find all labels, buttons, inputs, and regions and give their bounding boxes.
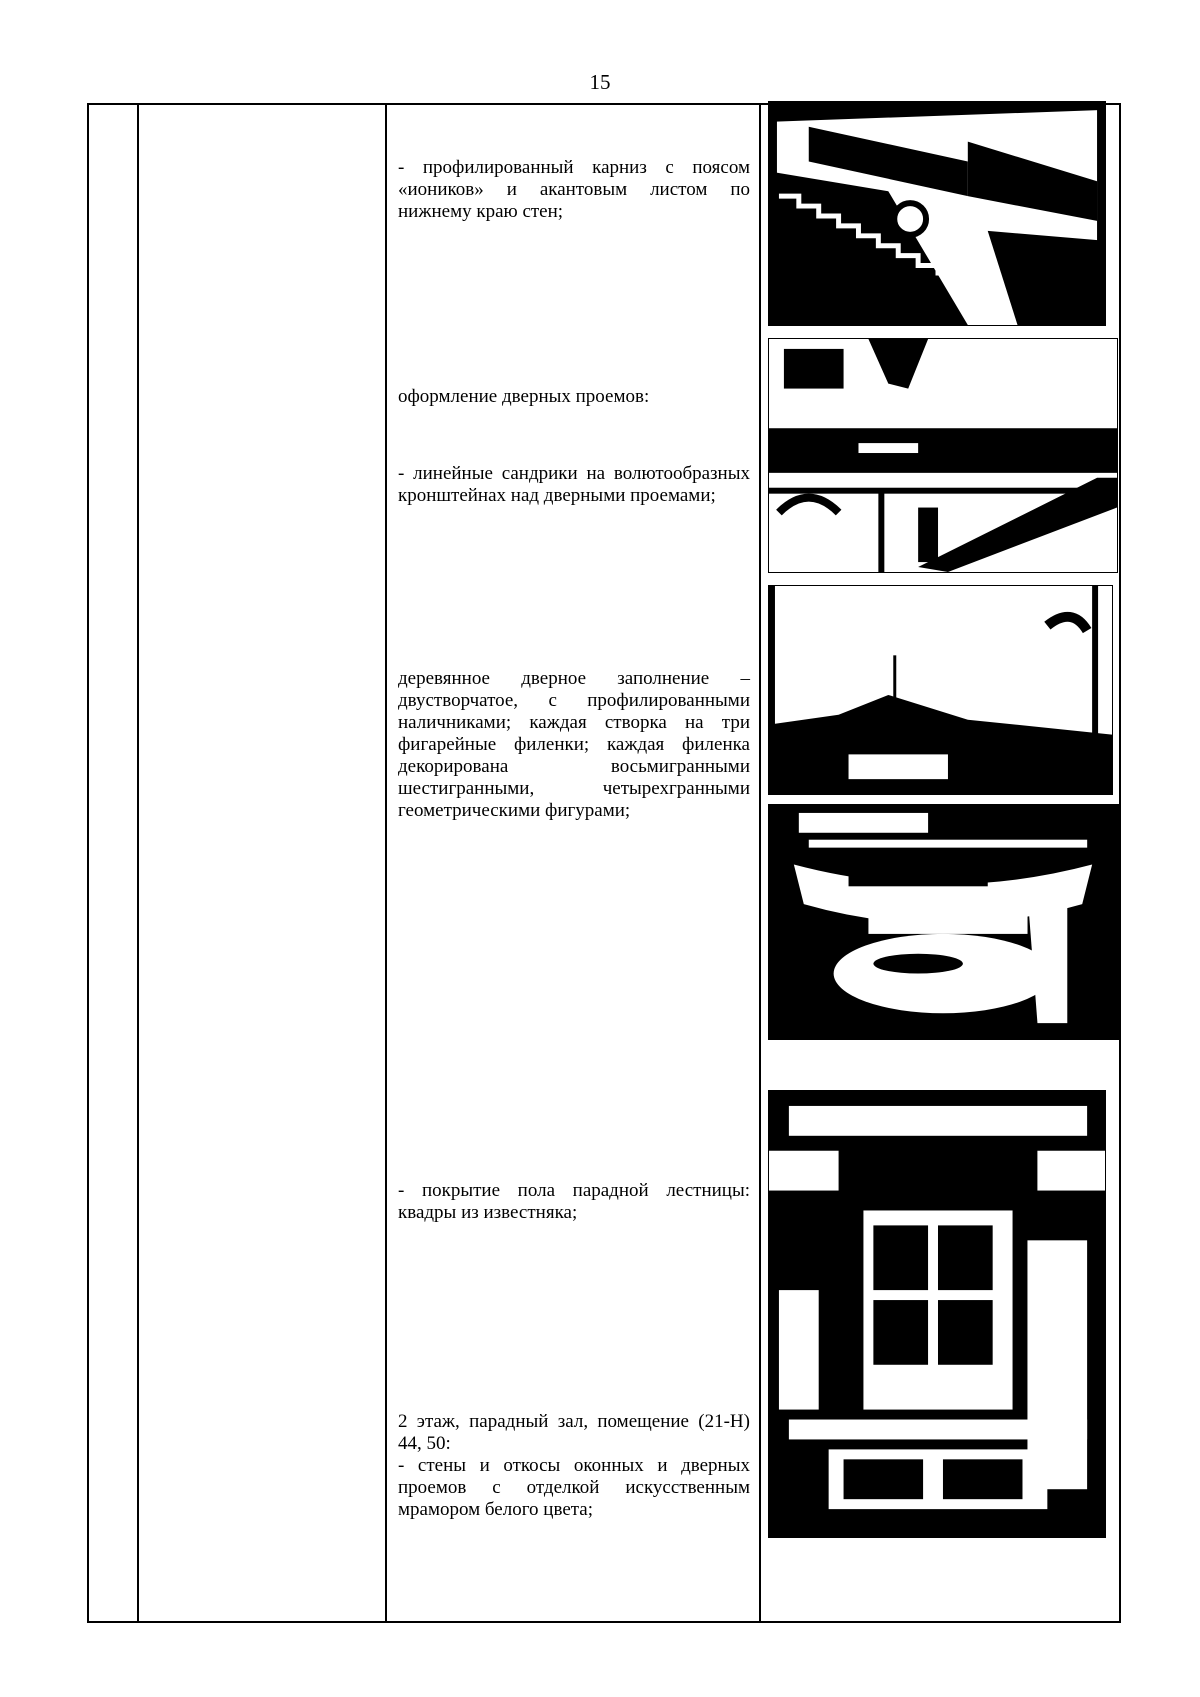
paragraph-marble: - стены и откосы оконных и дверных проемов с отделкой искусственным мрамором белого цвета; <box>398 1455 750 1520</box>
door-sandrik-photo <box>768 338 1118 573</box>
paragraph-cornice: - профилированный карниз с поясом «иоников» и акантовым листом по нижнему краю стен; <box>398 157 750 222</box>
column-divider <box>759 103 761 1623</box>
paragraph-sandriks: - линейные сандрики на волютообразных кронштейнах над дверными проемами; <box>398 463 750 506</box>
paragraph-door-heading: оформление дверных проемов: <box>398 386 650 407</box>
paragraph-door-filling: деревянное дверное заполнение – двустворчатое, с профилированными наличниками; каждая створка на три фигарейные филенки; каждая филенка декорирована восьмигранными шестигранными, четырехгранными геометрическими фигурами; <box>398 668 750 821</box>
page-number: 15 <box>589 70 611 94</box>
door-detail-photo <box>768 804 1120 1040</box>
staircase-door-photo <box>768 1090 1106 1538</box>
column-divider <box>385 103 387 1623</box>
door-top-photo <box>768 585 1113 795</box>
column-divider <box>137 103 139 1623</box>
paragraph-floor: - покрытие пола парадной лестницы: квадры из известняка; <box>398 1180 750 1223</box>
staircase-cornice-photo <box>768 101 1106 326</box>
paragraph-hall-heading: 2 этаж, парадный зал, помещение (21-Н) 44, 50: <box>398 1411 750 1454</box>
